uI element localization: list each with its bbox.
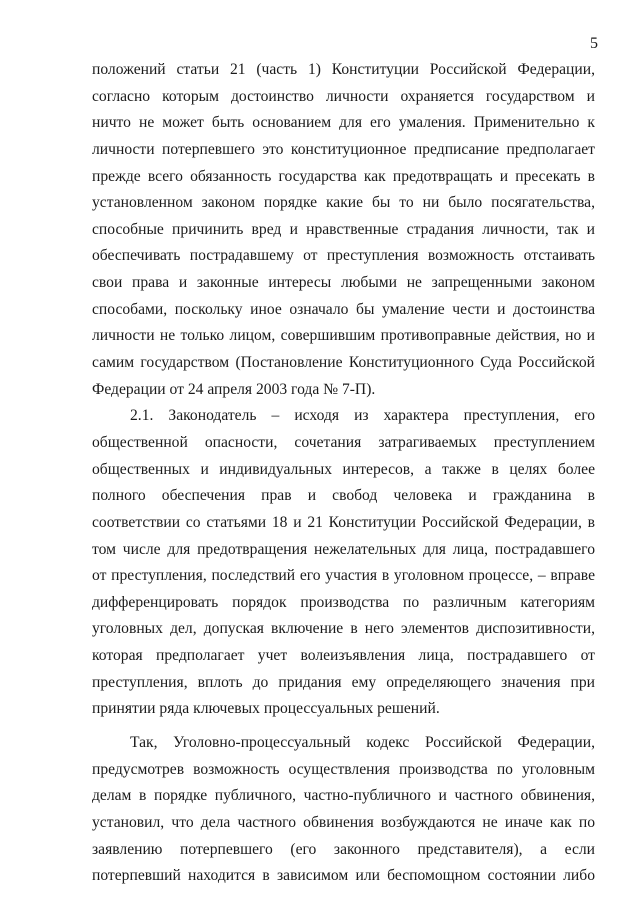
text-line: личности потерпевшего это конституционное предписание предполагает <box>92 140 595 158</box>
text-line: свои права и законные интересы любыми не запрещенными законом <box>92 274 595 292</box>
text-line: 2.1. Законодатель – исходя из характера преступления, его <box>130 407 595 425</box>
text-line: установил, что дела частного обвинения возбуждаются не иначе как по <box>92 813 595 831</box>
paragraph-spacer <box>92 723 595 730</box>
text-line: общественной опасности, сочетания затрагиваемых преступлением <box>92 433 595 451</box>
text-line: способные причинить вред и нравственные страдания личности, так и <box>92 220 595 238</box>
paragraph-3 <box>92 730 595 890</box>
text-line: дифференцировать порядок производства по различным категориям <box>92 593 595 611</box>
text-line: установленном законом порядке какие бы то ни было посягательства, <box>92 194 595 212</box>
text-line: от преступления, последствий его участия в уголовном процессе, – вправе <box>92 567 595 585</box>
page-number: 5 <box>590 35 598 52</box>
text-line: предусмотрев возможность осуществления производства по уголовным <box>92 760 595 778</box>
text-line: положений статьи 21 (часть 1) Конституции Российской Федерации, <box>92 61 595 78</box>
text-line: Федерации от 24 апреля 2003 года № 7-П). <box>92 380 376 398</box>
text-line: прежде всего обязанность государства как предотвращать и пресекать в <box>92 167 595 185</box>
text-line: том числе для предотвращения нежелательных для лица, пострадавшего <box>92 540 595 558</box>
text-line: потерпевший находится в зависимом или беспомощном состоянии либо <box>92 867 595 885</box>
document-body <box>92 57 595 890</box>
paragraph-1 <box>92 57 595 403</box>
text-line: полного обеспечения прав и свобод человека и гражданина в <box>92 487 595 505</box>
text-line: самим государством (Постановление Конституционного Суда Российской <box>92 354 595 372</box>
text-line: общественных и индивидуальных интересов, а также в целях более <box>92 460 595 478</box>
text-line: принятии ряда ключевых процессуальных решений. <box>92 700 440 718</box>
text-line: соответствии со статьями 18 и 21 Конституции Российской Федерации, в <box>92 513 595 531</box>
text-line: преступления, вплоть до придания ему определяющего значения при <box>92 673 595 691</box>
text-line: делам в порядке публичного, частно-публичного и частного обвинения, <box>92 787 595 805</box>
text-line: Так, Уголовно-процессуальный кодекс Российской Федерации, <box>130 734 595 752</box>
text-line: согласно которым достоинство личности охраняется государством и <box>92 87 595 105</box>
text-line: способами, поскольку иное означало бы умаление чести и достоинства <box>92 300 595 318</box>
text-line: обеспечивать пострадавшему от преступления возможность отстаивать <box>92 247 595 265</box>
text-line: которая предполагает учет волеизъявления лица, пострадавшего от <box>92 647 595 665</box>
paragraph-2 <box>92 403 595 723</box>
text-line: ничто не может быть основанием для его умаления. Применительно к <box>92 114 595 132</box>
text-line: заявлению потерпевшего (его законного представителя), а если <box>92 840 595 858</box>
text-line: личности не только лицом, совершившим противоправные действия, но и <box>92 327 595 345</box>
text-line: уголовных дел, допуская включение в него элементов диспозитивности, <box>92 620 595 638</box>
